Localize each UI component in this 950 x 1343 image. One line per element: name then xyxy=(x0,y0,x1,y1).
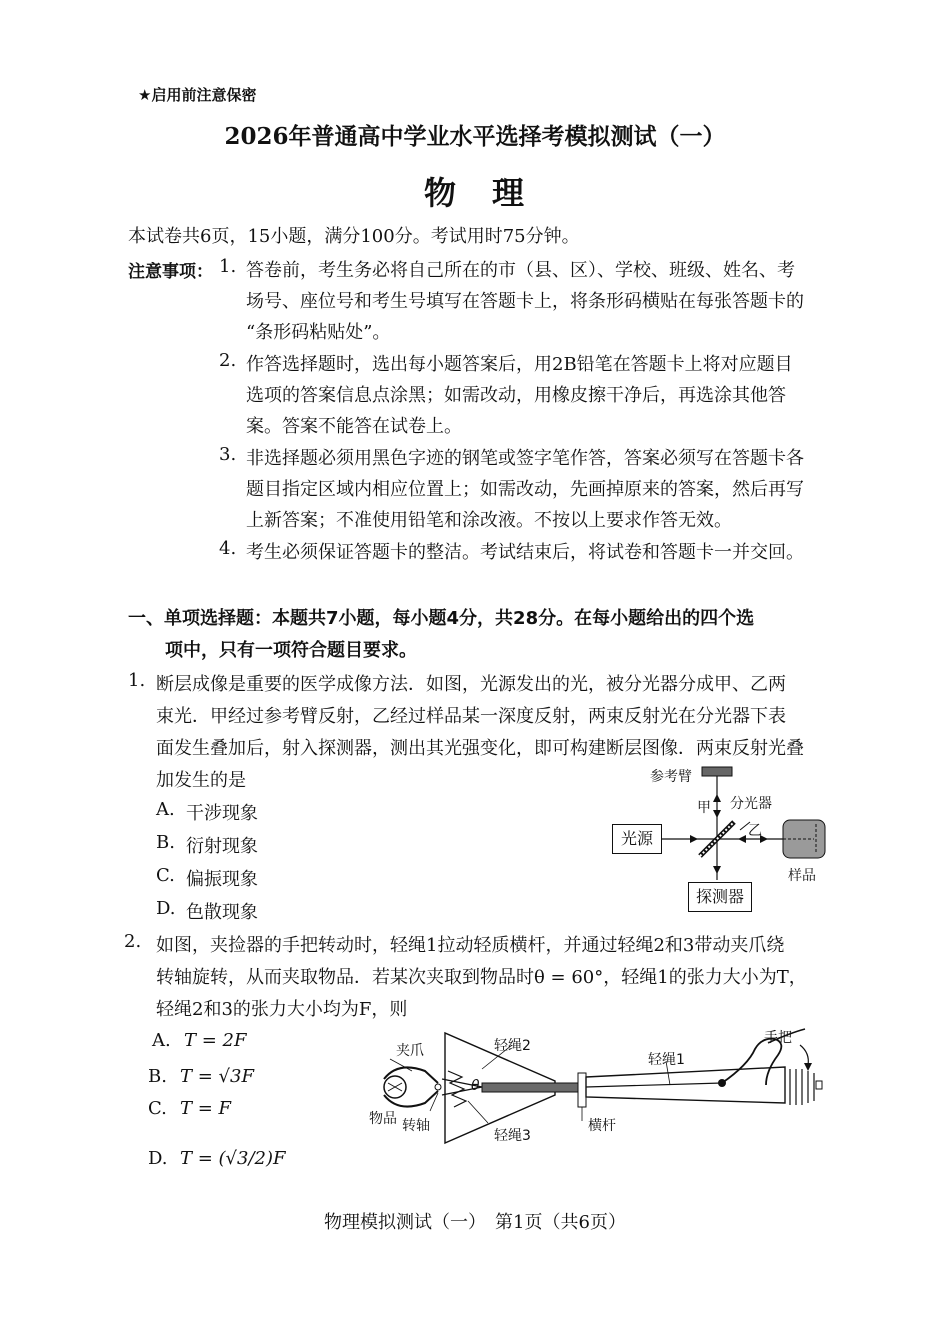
label-sample: 样品 xyxy=(788,868,816,884)
q1-option-d-letter: D. xyxy=(156,898,176,919)
note-3-line-2: 题目指定区域内相应位置上；如需改动，先画掉原来的答案，然后再写 xyxy=(246,479,804,500)
crossbar xyxy=(578,1073,586,1107)
arrow-detector-icon xyxy=(713,866,721,874)
note-2-line-2: 选项的答案信息点涂黑；如需改动，用橡皮擦干净后，再选涂其他答 xyxy=(246,385,786,406)
label-claw: 夹爪 xyxy=(396,1043,424,1059)
note-3-line-1: 非选择题必须用黑色字迹的钢笔或签字笔作答，答案必须写在答题卡各 xyxy=(246,448,804,469)
arrow-return-icon xyxy=(738,835,746,843)
reference-mirror xyxy=(702,767,732,776)
exam-title: 2026年普通高中学业水平选择考模拟测试（一） xyxy=(224,123,726,150)
q1-line-4: 加发生的是 xyxy=(156,770,246,791)
q1-line-1: 断层成像是重要的医学成像方法．如图，光源发出的光，被分光器分成甲、乙两 xyxy=(156,674,786,695)
pivot-axis xyxy=(435,1084,441,1090)
label-yi: 乙 xyxy=(748,823,762,839)
q1-line-2: 束光．甲经过参考臂反射，乙经过样品某一深度反射，两束反射光在分光器下表 xyxy=(156,706,786,727)
label-theta: θ xyxy=(471,1078,480,1094)
confidential-mark: ★启用前注意保密 xyxy=(138,86,257,104)
q2-option-b-text: T = √3F xyxy=(180,1066,254,1087)
label-axis: 转轴 xyxy=(402,1118,430,1134)
q2-line-1: 如图，夹捡器的手把转动时，轻绳1拉动轻质横杆，并通过轻绳2和3带动夹爪绕 xyxy=(156,935,785,956)
arrow-source-icon xyxy=(690,835,698,843)
q1-option-c-letter: C. xyxy=(156,865,175,886)
q2-option-b-letter: B. xyxy=(148,1066,167,1087)
label-splitter: 分光器 xyxy=(730,796,772,812)
note-2-line-1: 作答选择题时，选出每小题答案后，用2B铅笔在答题卡上将对应题目 xyxy=(246,354,793,375)
label-light-source: 光源 xyxy=(620,829,653,848)
note-1-line-2: 场号、座位号和考生号填写在答题卡上，将条形码横贴在每张答题卡的 xyxy=(246,291,804,312)
rotate-arrow-icon xyxy=(804,1063,812,1071)
q1-option-c-text: 偏振现象 xyxy=(186,869,258,890)
spring xyxy=(448,1071,466,1107)
arrow-up-icon xyxy=(713,794,721,802)
grip-ridges xyxy=(790,1069,814,1105)
note-3-line-3: 上新答案；不准使用铅笔和涂改液。不按以上要求作答无效。 xyxy=(246,510,732,531)
rod-tube xyxy=(482,1083,582,1092)
q2-option-a-text: T = 2F xyxy=(184,1030,247,1051)
q1-number: 1. xyxy=(128,670,146,691)
note-2-num: 2. xyxy=(219,350,237,371)
q2-option-c-letter: C. xyxy=(148,1098,167,1119)
notes-label: 注意事项： xyxy=(128,262,213,282)
q2-option-d-letter: D. xyxy=(148,1148,168,1169)
note-1-line-1: 答卷前，考生务必将自己所在的市（县、区）、学校、班级、姓名、考 xyxy=(246,260,795,281)
label-detector: 探测器 xyxy=(695,887,744,906)
section-heading-line-2: 项中，只有一项符合题目要求。 xyxy=(165,640,417,661)
label-jia: 甲 xyxy=(697,800,711,816)
q1-option-d-text: 色散现象 xyxy=(186,902,258,923)
note-1-num: 1. xyxy=(219,256,237,277)
page-footer: 物理模拟测试（一） 第1页（共6页） xyxy=(324,1212,626,1233)
q1-option-a-text: 干涉现象 xyxy=(186,803,258,824)
label-rope-2: 轻绳2 xyxy=(494,1038,531,1054)
section-heading-line-1: 一、单项选择题：本题共7小题，每小题4分，共28分。在每小题给出的四个选 xyxy=(128,608,755,629)
q1-option-b-text: 衍射现象 xyxy=(186,836,258,857)
shaft xyxy=(586,1067,785,1103)
light-source-box xyxy=(612,824,662,854)
note-4-num: 4. xyxy=(219,538,237,559)
label-item: 物品 xyxy=(369,1111,397,1127)
arrow-down-icon xyxy=(713,810,721,818)
label-crossbar: 横杆 xyxy=(588,1118,616,1134)
note-4-line-1: 考生必须保证答题卡的整洁。考试结束后，将试卷和答题卡一并交回。 xyxy=(246,542,804,563)
q2-option-c-text: T = F xyxy=(180,1098,232,1119)
q1-option-b-letter: B. xyxy=(156,832,175,853)
label-rope-1: 轻绳1 xyxy=(648,1052,685,1068)
label-reference-arm: 参考臂 xyxy=(650,769,692,785)
exam-intro: 本试卷共6页，15小题，满分100分。考试用时75分钟。 xyxy=(128,226,580,247)
q1-line-3: 面发生叠加后，射入探测器，测出其光强变化，即可构建断层图像．两束反射光叠 xyxy=(156,738,804,759)
note-1-line-3: “条形码粘贴处”。 xyxy=(246,322,391,343)
q2-option-a-letter: A. xyxy=(152,1030,171,1051)
q2-number: 2. xyxy=(124,931,142,952)
q2-line-2: 转轴旋转，从而夹取物品．若某次夹取到物品时θ = 60°，轻绳1的张力大小为T， xyxy=(156,967,807,988)
q1-option-a-letter: A. xyxy=(156,799,175,820)
label-rope-3: 轻绳3 xyxy=(494,1128,531,1144)
note-2-line-3: 案。答案不能答在试卷上。 xyxy=(246,416,462,437)
q2-line-3: 轻绳2和3的张力大小均为F，则 xyxy=(156,999,408,1020)
q2-option-d-text: T = (√3/2)F xyxy=(180,1148,286,1169)
subject-title: 物 理 xyxy=(423,174,526,212)
note-3-num: 3. xyxy=(219,444,237,465)
label-handle: 手把 xyxy=(764,1030,792,1046)
detector-box xyxy=(688,882,752,912)
